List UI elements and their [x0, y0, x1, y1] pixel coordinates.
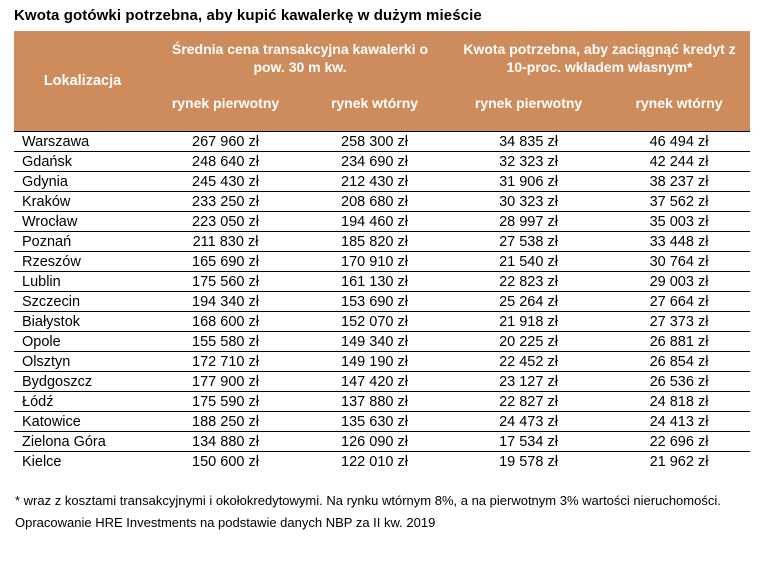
value-cell: 24 818 zł [608, 391, 750, 411]
city-cell: Lublin [14, 271, 151, 291]
column-header-price-primary-market: rynek pierwotny [151, 93, 300, 131]
value-cell: 26 536 zł [608, 371, 750, 391]
value-cell: 24 413 zł [608, 411, 750, 431]
value-cell: 23 127 zł [449, 371, 608, 391]
value-cell: 37 562 zł [608, 191, 750, 211]
value-cell: 165 690 zł [151, 251, 300, 271]
value-cell: 212 430 zł [300, 171, 449, 191]
value-cell: 21 918 zł [449, 311, 608, 331]
table-row [14, 211, 750, 231]
table-row [14, 331, 750, 351]
value-cell: 170 910 zł [300, 251, 449, 271]
value-cell: 134 880 zł [151, 431, 300, 451]
table-row [14, 311, 750, 331]
header-group-row [14, 31, 750, 93]
value-cell: 30 764 zł [608, 251, 750, 271]
column-header-credit-secondary-market: rynek wtórny [608, 93, 750, 131]
column-group-avg-price: Średnia cena transakcyjna kawalerki o pow. 30 m kw. [151, 31, 449, 93]
city-cell: Poznań [14, 231, 151, 251]
value-cell: 208 680 zł [300, 191, 449, 211]
table-row [14, 271, 750, 291]
value-cell: 26 854 zł [608, 351, 750, 371]
city-cell: Kraków [14, 191, 151, 211]
value-cell: 22 696 zł [608, 431, 750, 451]
value-cell: 137 880 zł [300, 391, 449, 411]
value-cell: 155 580 zł [151, 331, 300, 351]
price-table [14, 31, 750, 471]
table-row [14, 251, 750, 271]
value-cell: 233 250 zł [151, 191, 300, 211]
table-body [14, 131, 750, 471]
value-cell: 34 835 zł [449, 131, 608, 151]
value-cell: 194 460 zł [300, 211, 449, 231]
table-row [14, 191, 750, 211]
value-cell: 135 630 zł [300, 411, 449, 431]
table-row [14, 291, 750, 311]
value-cell: 32 323 zł [449, 151, 608, 171]
value-cell: 24 473 zł [449, 411, 608, 431]
value-cell: 38 237 zł [608, 171, 750, 191]
value-cell: 20 225 zł [449, 331, 608, 351]
city-cell: Szczecin [14, 291, 151, 311]
value-cell: 27 664 zł [608, 291, 750, 311]
value-cell: 35 003 zł [608, 211, 750, 231]
value-cell: 27 373 zł [608, 311, 750, 331]
value-cell: 177 900 zł [151, 371, 300, 391]
value-cell: 153 690 zł [300, 291, 449, 311]
value-cell: 31 906 zł [449, 171, 608, 191]
value-cell: 25 264 zł [449, 291, 608, 311]
value-cell: 122 010 zł [300, 451, 449, 471]
table-row [14, 391, 750, 411]
column-header-location: Lokalizacja [14, 31, 151, 131]
source-note: Opracowanie HRE Investments na podstawie danych NBP za II kw. 2019 [15, 515, 436, 530]
value-cell: 211 830 zł [151, 231, 300, 251]
value-cell: 258 300 zł [300, 131, 449, 151]
table-header [14, 31, 750, 131]
column-header-credit-primary-market: rynek pierwotny [449, 93, 608, 131]
value-cell: 46 494 zł [608, 131, 750, 151]
value-cell: 185 820 zł [300, 231, 449, 251]
value-cell: 172 710 zł [151, 351, 300, 371]
table-row [14, 411, 750, 431]
table-row [14, 371, 750, 391]
value-cell: 28 997 zł [449, 211, 608, 231]
value-cell: 194 340 zł [151, 291, 300, 311]
value-cell: 21 540 zł [449, 251, 608, 271]
city-cell: Olsztyn [14, 351, 151, 371]
city-cell: Bydgoszcz [14, 371, 151, 391]
value-cell: 26 881 zł [608, 331, 750, 351]
table-row [14, 131, 750, 151]
city-cell: Kielce [14, 451, 151, 471]
value-cell: 168 600 zł [151, 311, 300, 331]
table-row [14, 171, 750, 191]
value-cell: 126 090 zł [300, 431, 449, 451]
value-cell: 17 534 zł [449, 431, 608, 451]
value-cell: 267 960 zł [151, 131, 300, 151]
city-cell: Gdańsk [14, 151, 151, 171]
value-cell: 149 340 zł [300, 331, 449, 351]
value-cell: 27 538 zł [449, 231, 608, 251]
value-cell: 245 430 zł [151, 171, 300, 191]
value-cell: 33 448 zł [608, 231, 750, 251]
value-cell: 19 578 zł [449, 451, 608, 471]
value-cell: 150 600 zł [151, 451, 300, 471]
value-cell: 147 420 zł [300, 371, 449, 391]
table-row [14, 451, 750, 471]
value-cell: 188 250 zł [151, 411, 300, 431]
value-cell: 29 003 zł [608, 271, 750, 291]
value-cell: 248 640 zł [151, 151, 300, 171]
table-row [14, 431, 750, 451]
city-cell: Katowice [14, 411, 151, 431]
value-cell: 152 070 zł [300, 311, 449, 331]
column-group-credit-amount: Kwota potrzebna, aby zaciągnąć kredyt z 10-proc. wkładem własnym* [449, 31, 750, 93]
city-cell: Rzeszów [14, 251, 151, 271]
value-cell: 234 690 zł [300, 151, 449, 171]
value-cell: 22 827 zł [449, 391, 608, 411]
city-cell: Zielona Góra [14, 431, 151, 451]
value-cell: 22 452 zł [449, 351, 608, 371]
column-header-price-secondary-market: rynek wtórny [300, 93, 449, 131]
city-cell: Warszawa [14, 131, 151, 151]
city-cell: Opole [14, 331, 151, 351]
page-title: Kwota gotówki potrzebna, aby kupić kawalerkę w dużym mieście [14, 7, 482, 24]
city-cell: Łódź [14, 391, 151, 411]
city-cell: Gdynia [14, 171, 151, 191]
value-cell: 223 050 zł [151, 211, 300, 231]
city-cell: Białystok [14, 311, 151, 331]
value-cell: 42 244 zł [608, 151, 750, 171]
table-row [14, 231, 750, 251]
value-cell: 149 190 zł [300, 351, 449, 371]
value-cell: 161 130 zł [300, 271, 449, 291]
value-cell: 175 590 zł [151, 391, 300, 411]
table-row [14, 151, 750, 171]
city-cell: Wrocław [14, 211, 151, 231]
value-cell: 22 823 zł [449, 271, 608, 291]
value-cell: 30 323 zł [449, 191, 608, 211]
footnote: * wraz z kosztami transakcyjnymi i okołokredytowymi. Na rynku wtórnym 8%, a na pierwotnym 3% wartości nieruchomości. [15, 493, 721, 508]
value-cell: 21 962 zł [608, 451, 750, 471]
value-cell: 175 560 zł [151, 271, 300, 291]
table-row [14, 351, 750, 371]
